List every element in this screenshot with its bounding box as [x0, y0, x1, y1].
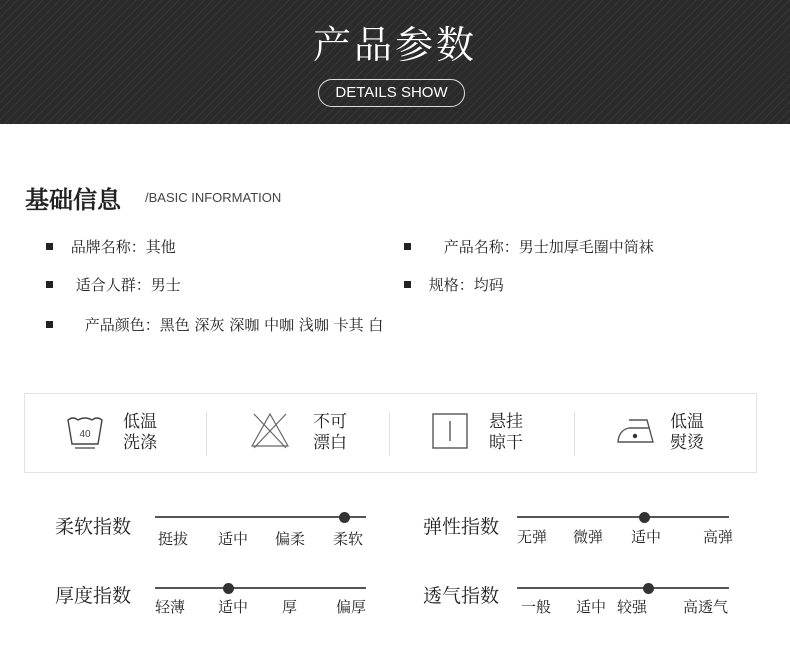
- no-bleach-icon: [248, 410, 292, 450]
- scale-label: 挺拔: [158, 530, 189, 548]
- index-title: 柔软指数: [55, 516, 132, 538]
- low-iron-icon: [615, 414, 657, 446]
- info-item-brand: [46, 236, 176, 257]
- bullet-icon: [46, 281, 53, 288]
- info-item-size: [404, 274, 504, 295]
- info-text: 产品名称：男士加厚毛圈中筒袜: [443, 238, 654, 256]
- scale-track: [155, 587, 366, 589]
- scale-label: 适中: [218, 598, 249, 616]
- scale-track: [517, 587, 729, 589]
- index-title: 弹性指数: [423, 516, 500, 538]
- section-title: 基础信息: [25, 186, 121, 214]
- care-label-hang: 悬挂 晾干: [489, 412, 523, 453]
- info-text: 规格：均码: [428, 276, 504, 294]
- header-banner: [0, 0, 790, 124]
- scale-label: 一般: [521, 598, 552, 616]
- divider: [574, 412, 575, 456]
- hang-dry-icon: [432, 413, 468, 449]
- scale-label: 无弹: [517, 528, 548, 546]
- scale-label: 偏柔: [275, 530, 306, 548]
- scale-label: 微弹: [573, 528, 604, 546]
- scale-track: [155, 516, 366, 518]
- scale-label: 适中: [576, 598, 607, 616]
- scale-label: 柔软: [333, 530, 364, 548]
- care-label-bleach: 不可 漂白: [313, 412, 347, 453]
- info-item-colors: [46, 314, 383, 335]
- section-subtitle: /BASIC INFORMATION: [145, 190, 282, 205]
- index-title: 厚度指数: [55, 585, 132, 607]
- bullet-icon: [46, 243, 53, 250]
- scale-label: 适中: [631, 528, 662, 546]
- info-item-audience: [46, 274, 181, 295]
- banner-title: 产品参数: [312, 23, 477, 67]
- svg-text:40: 40: [79, 429, 91, 440]
- bullet-icon: [404, 243, 411, 250]
- care-label-iron: 低温 熨烫: [670, 412, 704, 453]
- scale-marker: [643, 583, 654, 594]
- scale-marker: [639, 512, 650, 523]
- scale-marker: [223, 583, 234, 594]
- scale-label: 较强: [617, 598, 648, 616]
- divider: [206, 412, 207, 456]
- scale-label: 偏厚: [336, 598, 367, 616]
- info-text: 品牌名称：其他: [70, 238, 176, 256]
- scale-label: 适中: [218, 530, 249, 548]
- scale-track: [517, 516, 729, 518]
- info-text: 产品颜色：黑色 深灰 深咖 中咖 浅咖 卡其 白: [84, 316, 384, 334]
- scale-label: 厚: [282, 598, 298, 616]
- scale-label: 高弹: [703, 528, 734, 546]
- details-show-badge: DETAILS SHOW: [318, 79, 465, 107]
- index-title: 透气指数: [423, 585, 500, 607]
- wash-40-icon: [65, 414, 105, 450]
- bullet-icon: [46, 321, 53, 328]
- info-item-product-name: [404, 236, 654, 257]
- scale-label: 轻薄: [155, 598, 186, 616]
- care-instructions: [24, 393, 757, 473]
- scale-marker: [339, 512, 350, 523]
- bullet-icon: [404, 281, 411, 288]
- divider: [389, 412, 390, 456]
- care-label-wash: 低温 洗涤: [123, 412, 157, 453]
- info-text: 适合人群：男士: [75, 276, 181, 294]
- scale-label: 高透气: [683, 598, 729, 616]
